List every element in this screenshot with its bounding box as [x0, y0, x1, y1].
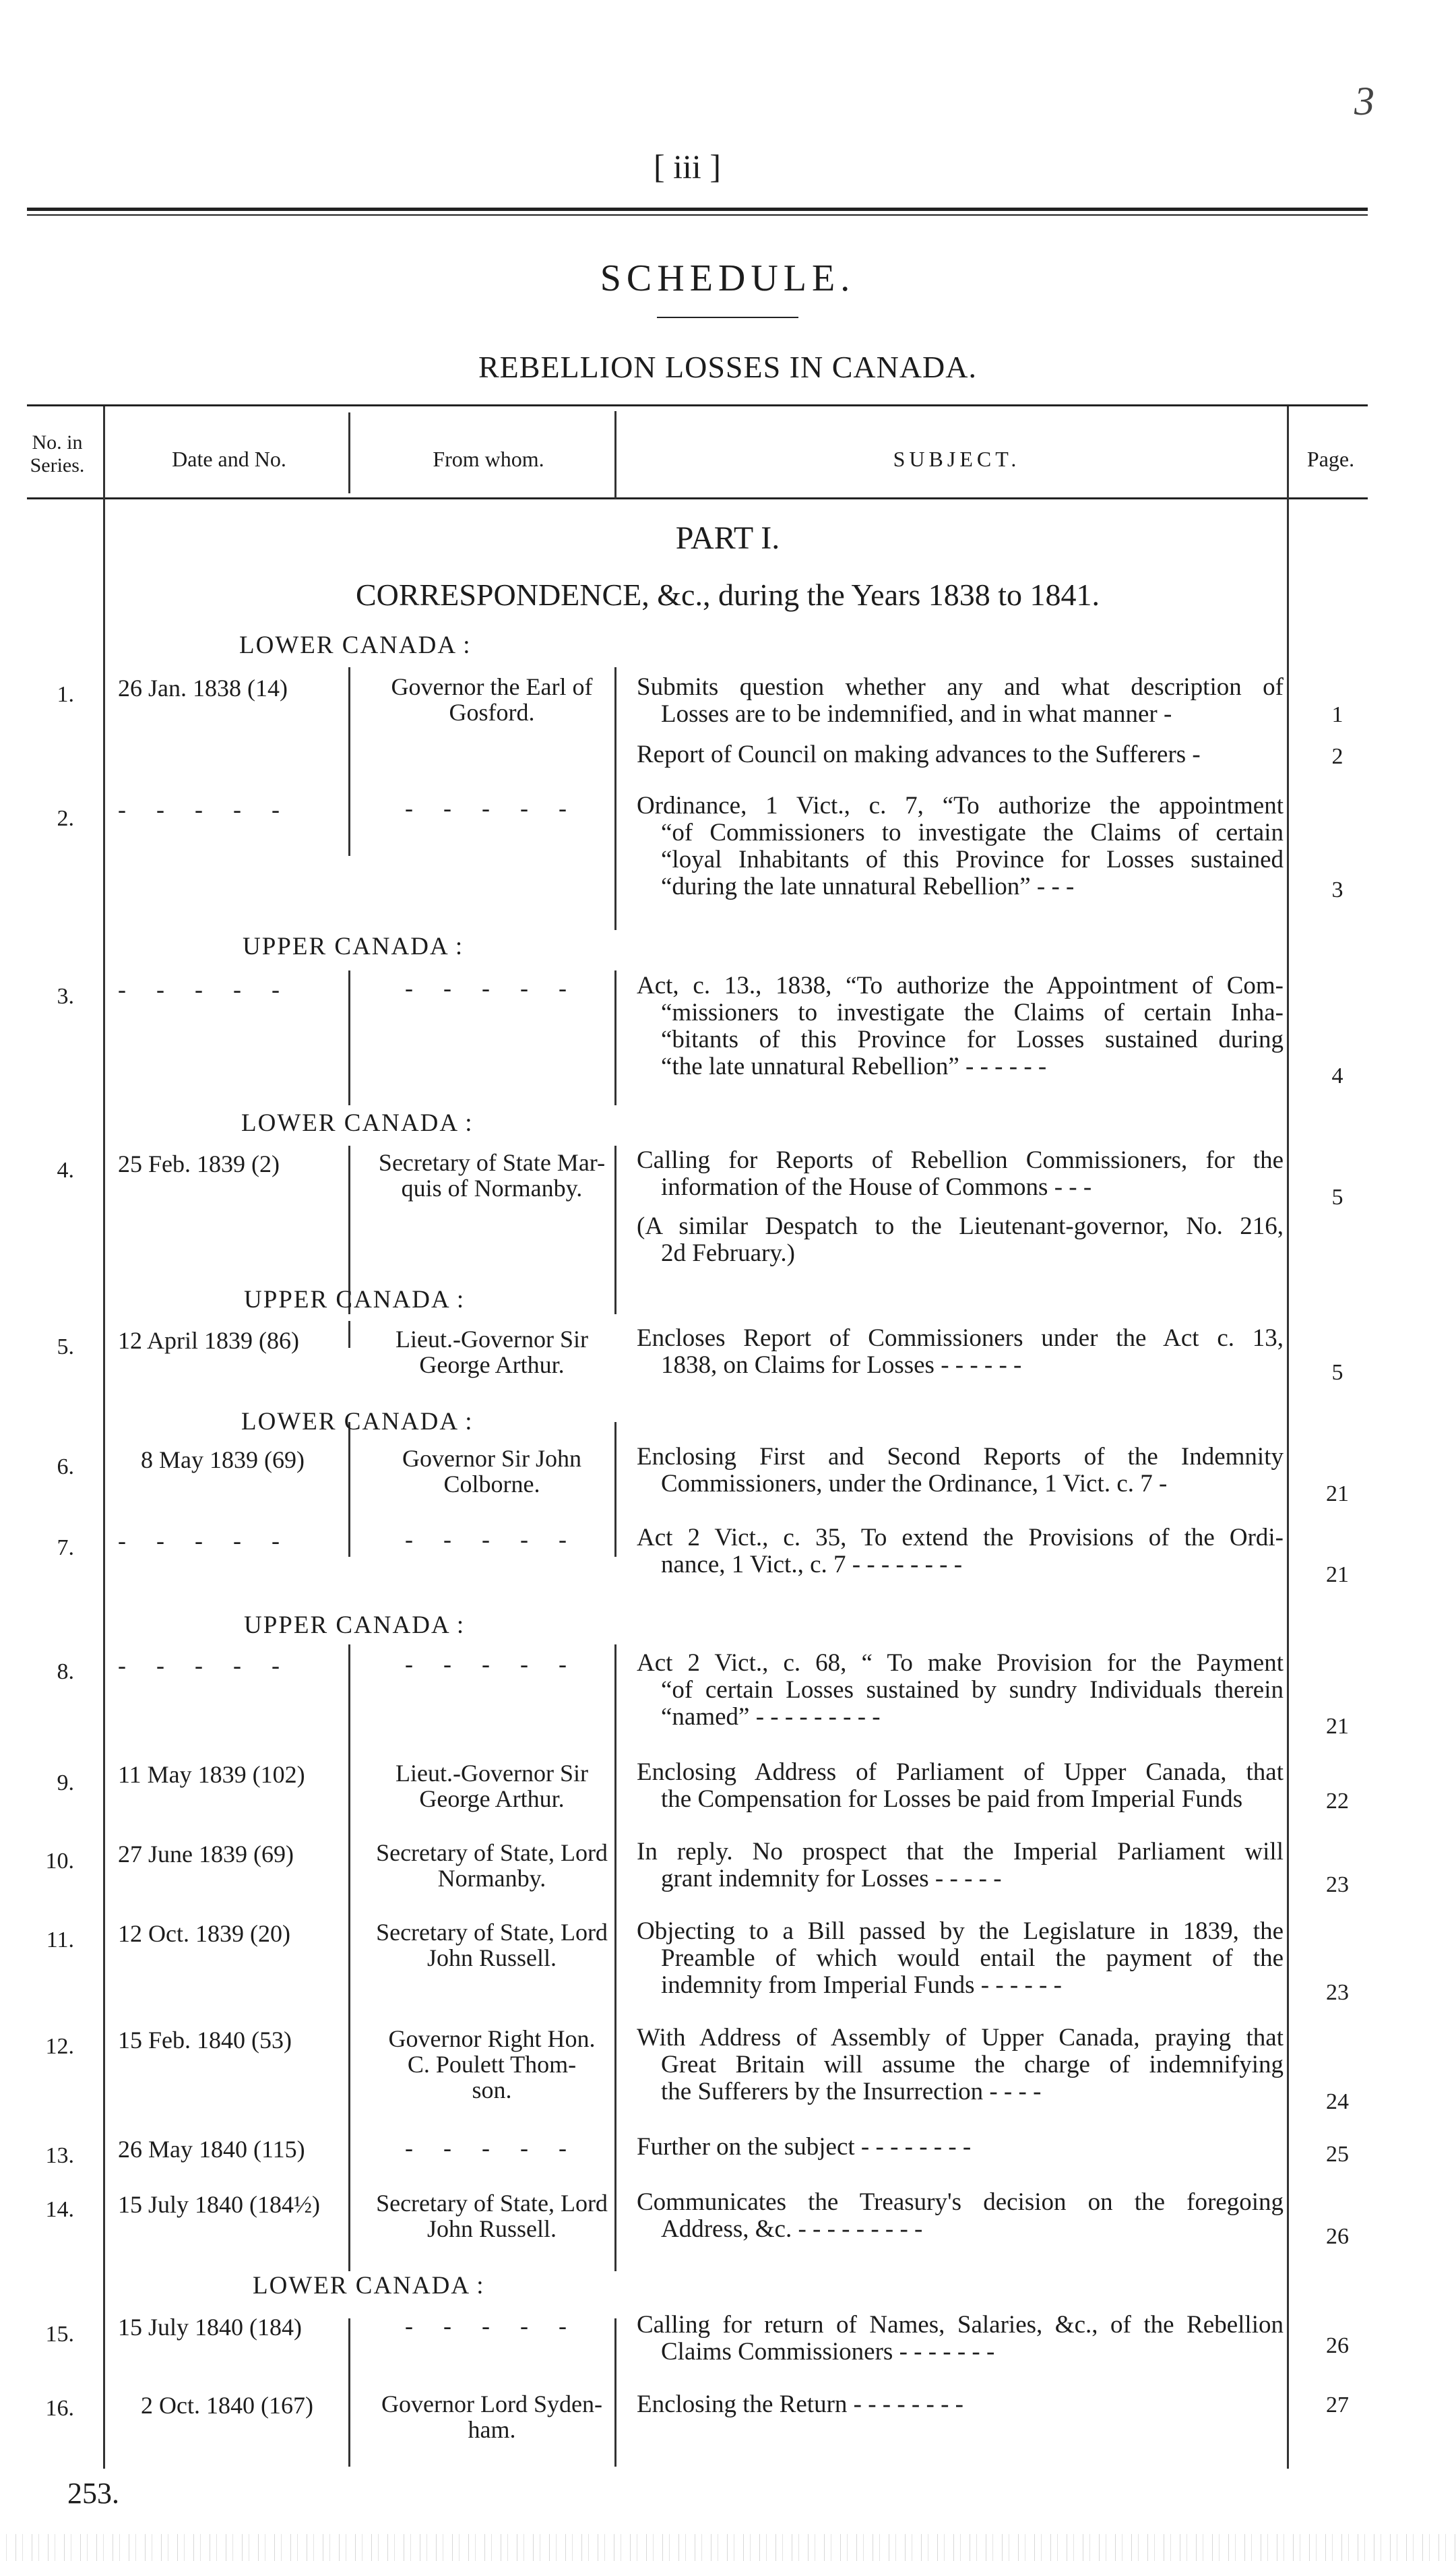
subject-line: Losses are to be indemnified, and in what manner - [661, 700, 1172, 728]
entry-14-date: 15 July 1840 (184½) [118, 2191, 320, 2218]
section-lower-canada-4: LOWER CANADA : [253, 2272, 485, 2300]
entry-7-number: 7. [57, 1535, 74, 1560]
entry-11-from-line: John Russell. [426, 1944, 557, 1971]
subject-line: Communicates the Treasury's decision on the foregoing [637, 2188, 1284, 2216]
subject-line: grant indemnity for Losses - - - - - [661, 1865, 1002, 1892]
entry-10-from [357, 1840, 627, 1891]
entry-4-date: 25 Feb. 1839 (2) [118, 1150, 280, 1177]
entry-2-number: 2. [57, 806, 74, 831]
table-top-rule [27, 404, 1368, 406]
subject-line: 1838, on Claims for Losses - - - - - - [661, 1351, 1022, 1379]
series-header-line1: No. in [32, 431, 83, 454]
subject-line: Act 2 Vict., c. 68, “ To make Provision for the Payment [637, 1649, 1284, 1677]
subject-line: “missioners to investigate the Claims of certain Inha- [661, 999, 1284, 1026]
divider-subject [1287, 406, 1289, 2469]
entry-7-from-line: - - - - - [405, 1526, 579, 1553]
entry-15-from-line: - - - - - [405, 2312, 579, 2339]
entry-4-from-line: Secretary of State Mar- [378, 1149, 606, 1176]
entry-1-from-line: Gosford. [449, 699, 535, 726]
entry-9-subject [637, 1759, 1284, 1813]
subject-line: Calling for Reports of Rebellion Commissioners, for the [637, 1146, 1284, 1174]
entry-3-page: 4 [1331, 1063, 1343, 1088]
entry-14-from [357, 2190, 627, 2242]
part-heading: PART I. [675, 520, 780, 556]
entry-13-subject [637, 2134, 1284, 2161]
entry-4-from-line: quis of Normanby. [401, 1175, 583, 1202]
entry-4-number: 4. [57, 1158, 74, 1183]
divider-date-top [348, 412, 350, 493]
entry-1b-page: 2 [1331, 744, 1343, 769]
title-underline [657, 317, 798, 318]
subject-line: “of Commissioners to investigate the Claims of certain [661, 819, 1284, 846]
entry-11-date: 12 Oct. 1839 (20) [118, 1920, 290, 1947]
subject-line: Enclosing Address of Parliament of Upper Canada, that [637, 1758, 1284, 1786]
subject-line: information of the House of Commons - - - [661, 1173, 1092, 1201]
entry-1-from [357, 674, 627, 725]
entry-7-from [357, 1526, 627, 1552]
entry-7-subject [637, 1524, 1284, 1578]
entry-12-from [357, 2026, 627, 2103]
subject-line: In reply. No prospect that the Imperial Parliament will [637, 1838, 1284, 1865]
page-numeral: [ iii ] [654, 148, 721, 185]
subject-line: nance, 1 Vict., c. 7 - - - - - - - - [661, 1551, 963, 1578]
column-header-date: Date and No. [172, 447, 286, 471]
entry-1-subject [637, 674, 1284, 728]
entry-5-number: 5. [57, 1334, 74, 1359]
entry-14-from-line: Secretary of State, Lord [376, 2190, 608, 2217]
subject-line: Ordinance, 1 Vict., c. 7, “To authorize the appointment [637, 792, 1284, 820]
entry-16-subject [637, 2391, 1284, 2418]
entry-9-page: 22 [1326, 1789, 1349, 1814]
subject-line: (A similar Despatch to the Lieutenant-governor, No. 216, [637, 1212, 1284, 1240]
entry-4-subject [637, 1147, 1284, 1201]
entry-1-from-line: Governor the Earl of [391, 673, 593, 700]
entry-15-page: 26 [1326, 2333, 1349, 2358]
entry-11-from [357, 1919, 627, 1971]
entry-8-page: 21 [1326, 1714, 1349, 1739]
divider-date-seg2 [348, 970, 350, 1105]
entry-12-from-line: Governor Right Hon. [388, 2025, 596, 2052]
subject-line: Commissioners, under the Ordinance, 1 Vict. c. 7 - [661, 1470, 1168, 1498]
entry-10-from-line: Normanby. [437, 1865, 546, 1892]
entry-14-subject [637, 2189, 1284, 2243]
subject-line: “named” - - - - - - - - - [661, 1703, 881, 1731]
entry-1b-subject [637, 741, 1284, 768]
subject-line: Further on the subject - - - - - - - - [637, 2133, 972, 2161]
subject-line: Enclosing First and Second Reports of the Indemnity [637, 1443, 1284, 1471]
entry-7-date: - - - - - [118, 1527, 292, 1554]
section-lower-canada-2: LOWER CANADA : [241, 1109, 474, 1137]
subject-line: Submits question whether any and what description of [637, 673, 1284, 701]
divider-from [614, 411, 616, 499]
divider-date-seg1 [348, 667, 350, 856]
entry-11-number: 11. [46, 1927, 74, 1952]
entry-2-date: - - - - - [118, 796, 292, 823]
scan-noise [0, 2534, 1456, 2561]
entry-15-subject [637, 2312, 1284, 2366]
entry-2-from-line: - - - - - [405, 795, 579, 822]
column-header-subject: SUBJECT. [893, 447, 1021, 471]
page-title: SCHEDULE. [600, 257, 856, 299]
entry-10-number: 10. [45, 1849, 74, 1874]
entry-8-from-line: - - - - - [405, 1650, 579, 1677]
divider-series [103, 406, 105, 2469]
entry-8-date: - - - - - [118, 1652, 292, 1679]
section-upper-canada-1: UPPER CANADA : [243, 933, 464, 960]
section-lower-canada-3: LOWER CANADA : [241, 1408, 474, 1436]
entry-16-page: 27 [1326, 2393, 1349, 2417]
entry-5-from-line: Lieut.-Governor Sir [395, 1326, 588, 1353]
subject-line: “bitants of this Province for Losses sustained during [661, 1026, 1284, 1053]
top-rule [27, 208, 1368, 211]
entry-5-from-line: George Arthur. [419, 1351, 565, 1378]
entry-8-number: 8. [57, 1659, 74, 1684]
subject-line: Report of Council on making advances to the Sufferers - [637, 741, 1201, 768]
subject-line: Calling for return of Names, Salaries, &c., of the Rebellion [637, 2311, 1284, 2339]
entry-1-date: 26 Jan. 1838 (14) [118, 675, 288, 702]
subject-line: Claims Commissioners - - - - - - - [661, 2338, 995, 2366]
entry-12-from-line: C. Poulett Thom- [407, 2051, 577, 2078]
entry-6-date: 8 May 1839 (69) [141, 1446, 305, 1473]
column-header-page: Page. [1306, 447, 1355, 471]
entry-1-number: 1. [57, 682, 74, 707]
divider-date-seg5 [348, 1422, 350, 1557]
entry-13-from [357, 2135, 627, 2161]
column-header-series [13, 431, 101, 477]
subject-line: Act 2 Vict., c. 35, To extend the Provisions of the Ordi- [637, 1524, 1284, 1551]
entry-12-date: 15 Feb. 1840 (53) [118, 2027, 292, 2054]
subject-line: Great Britain will assume the charge of indemnifying [661, 2051, 1284, 2078]
corner-mark: 3 [1354, 79, 1374, 123]
entry-16-from-line: Governor Lord Syden- [381, 2390, 602, 2417]
entry-16-from-line: ham. [468, 2416, 516, 2443]
entry-6-number: 6. [57, 1454, 74, 1479]
series-header-line2: Series. [30, 454, 85, 476]
entry-4-page: 5 [1331, 1185, 1343, 1210]
entry-16-from [357, 2391, 627, 2442]
entry-2-subject [637, 793, 1284, 900]
entry-5-page: 5 [1331, 1360, 1343, 1385]
entry-6-from-line: Governor Sir John [402, 1445, 581, 1472]
subject-line: 2d February.) [661, 1239, 795, 1267]
entry-14-from-line: John Russell. [426, 2215, 557, 2242]
entry-1-page: 1 [1331, 702, 1343, 727]
entry-14-page: 26 [1326, 2224, 1349, 2249]
entry-12-subject [637, 2025, 1284, 2105]
subject-line: Preamble of which would entail the payment of the [661, 1944, 1284, 1972]
entry-5-from [357, 1326, 627, 1378]
entry-2-from [357, 795, 627, 821]
entry-15-date: 15 July 1840 (184) [118, 2314, 302, 2341]
entry-9-from-line: George Arthur. [419, 1785, 565, 1812]
page-subtitle: REBELLION LOSSES IN CANADA. [478, 350, 977, 384]
entry-9-date: 11 May 1839 (102) [118, 1761, 305, 1788]
entry-12-page: 24 [1326, 2089, 1349, 2114]
entry-6-subject [637, 1444, 1284, 1498]
entry-2-page: 3 [1331, 877, 1343, 902]
entry-4b-subject [637, 1213, 1284, 1267]
subject-line: Address, &c. - - - - - - - - - [661, 2215, 923, 2243]
subject-line: “the late unnatural Rebellion” - - - - - - [661, 1053, 1047, 1080]
subject-line: Objecting to a Bill passed by the Legislature in 1839, the [637, 1917, 1284, 1945]
subject-line: Enclosing the Return - - - - - - - - [637, 2390, 963, 2418]
subject-line: the Compensation for Losses be paid from Imperial Funds [661, 1785, 1243, 1813]
top-rule-thin [27, 214, 1368, 216]
subject-line: With Address of Assembly of Upper Canada, praying that [637, 2024, 1284, 2051]
entry-11-page: 23 [1326, 1980, 1349, 2005]
entry-10-date: 27 June 1839 (69) [118, 1841, 294, 1868]
entry-5-subject [637, 1325, 1284, 1379]
entry-3-subject [637, 973, 1284, 1080]
entry-4-from [357, 1150, 627, 1201]
entry-7-page: 21 [1326, 1562, 1349, 1587]
footer-number: 253. [67, 2477, 119, 2510]
part-subheading: CORRESPONDENCE, &c., during the Years 1838 to 1841. [355, 578, 1100, 612]
entry-11-from-line: Secretary of State, Lord [376, 1919, 608, 1946]
entry-3-number: 3. [57, 984, 74, 1009]
entry-5-date: 12 April 1839 (86) [118, 1327, 299, 1354]
entry-3-from [357, 975, 627, 1001]
entry-10-from-line: Secretary of State, Lord [376, 1839, 608, 1866]
section-upper-canada-3: UPPER CANADA : [244, 1611, 466, 1639]
entry-3-date: - - - - - [118, 976, 292, 1003]
entry-10-subject [637, 1839, 1284, 1892]
section-upper-canada-2: UPPER CANADA : [244, 1286, 466, 1314]
entry-9-from-line: Lieut.-Governor Sir [395, 1760, 588, 1787]
subject-line: Encloses Report of Commissioners under the Act c. 13, [637, 1324, 1284, 1352]
divider-date-seg4 [348, 1321, 350, 1348]
entry-16-number: 16. [45, 2396, 74, 2421]
entry-6-from [357, 1446, 627, 1497]
subject-line: “during the late unnatural Rebellion” - - - [661, 873, 1075, 900]
entry-15-number: 15. [45, 2322, 74, 2347]
entry-9-from [357, 1760, 627, 1812]
entry-16-date: 2 Oct. 1840 (167) [141, 2392, 313, 2419]
table-header-rule [27, 497, 1368, 499]
entry-8-from [357, 1651, 627, 1677]
entry-15-from [357, 2313, 627, 2339]
entry-3-from-line: - - - - - [405, 975, 579, 1001]
entry-8-subject [637, 1650, 1284, 1731]
subject-line: “of certain Losses sustained by sundry Individuals therein [661, 1676, 1284, 1704]
entry-13-date: 26 May 1840 (115) [118, 2136, 305, 2163]
section-lower-canada-1: LOWER CANADA : [239, 631, 472, 659]
entry-13-from-line: - - - - - [405, 2134, 579, 2161]
subject-line: “loyal Inhabitants of this Province for Losses sustained [661, 846, 1284, 873]
entry-10-page: 23 [1326, 1872, 1349, 1897]
entry-13-number: 13. [45, 2143, 74, 2168]
entry-13-page: 25 [1326, 2142, 1349, 2167]
entry-6-from-line: Colborne. [443, 1471, 540, 1498]
column-header-from: From whom. [433, 447, 544, 471]
subject-line: Act, c. 13., 1838, “To authorize the Appointment of Com- [637, 972, 1284, 999]
divider-date-seg6 [348, 1644, 350, 2271]
subject-line: indemnity from Imperial Funds - - - - - - [661, 1971, 1062, 1999]
entry-14-number: 14. [45, 2197, 74, 2222]
entry-9-number: 9. [57, 1770, 74, 1795]
entry-6-page: 21 [1326, 1481, 1349, 1506]
entry-12-from-line: son. [472, 2076, 512, 2103]
entry-11-subject [637, 1918, 1284, 1999]
subject-line: the Sufferers by the Insurrection - - - - [661, 2078, 1042, 2105]
entry-12-number: 12. [45, 2034, 74, 2059]
